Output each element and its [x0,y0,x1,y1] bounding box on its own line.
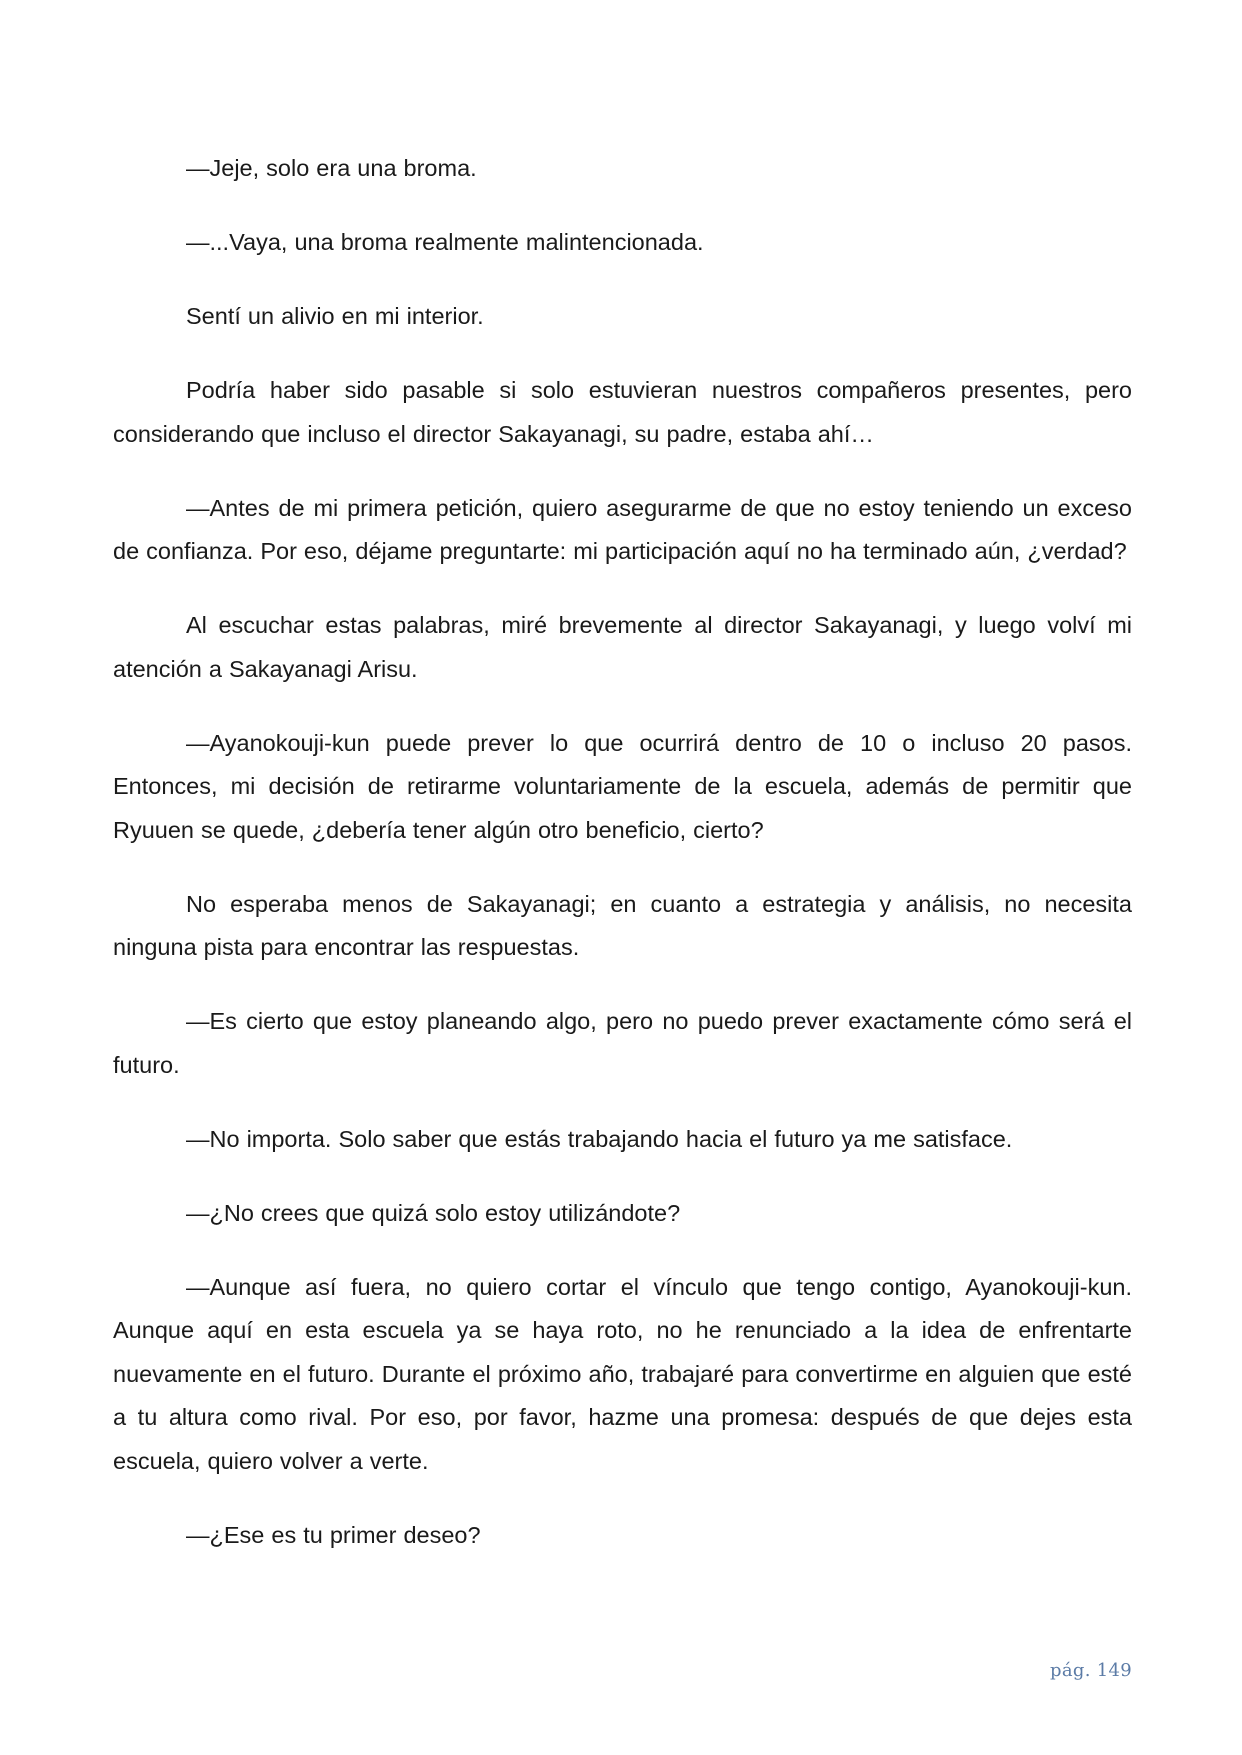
paragraph-8: No esperaba menos de Sakayanagi; en cuanto a estrategia y análisis, no necesita ninguna pista para encontrar las respuestas. [113,890,1132,960]
paragraph-4: Podría haber sido pasable si solo estuvieran nuestros compañeros presentes, pero considerando que incluso el director Sakayanagi, su padre, estaba ahí… [113,377,1132,447]
paragraph-7: —Ayanokouji-kun puede prever lo que ocurrirá dentro de 10 o incluso 20 pasos. Entonces, mi decisión de retirarme voluntariamente de la escuela, además de permitir que Ryuuen se quede, ¿debería tener algún otro beneficio, cierto? [113,729,1132,843]
page-number: pág. 149 [1050,1660,1132,1681]
paragraph-3: Sentí un alivio en mi interior. [186,303,484,329]
paragraph-6: Al escuchar estas palabras, miré brevemente al director Sakayanagi, y luego volví mi atención a Sakayanagi Arisu. [113,612,1132,682]
paragraph-11: —¿No crees que quizá solo estoy utilizándote? [186,1199,681,1226]
paragraph-5: —Antes de mi primera petición, quiero asegurarme de que no estoy teniendo un exceso de confianza. Por eso, déjame preguntarte: mi participación aquí no ha terminado aún, ¿verdad? [113,494,1132,564]
paragraph-12: —Aunque así fuera, no quiero cortar el vínculo que tengo contigo, Ayanokouji-kun. Aunque aquí en esta escuela ya se haya roto, no he renunciado a la idea de enfrentarte nuevamente en el futuro. Durante el próximo año, trabajaré para convertirme en alguien que esté a tu altura como rival. Por eso, por favor, hazme una promesa: después de que dejes esta escuela, quiero volver a verte. [113,1273,1132,1474]
paragraph-1: —Jeje, solo era una broma. [186,155,477,181]
paragraph-10: —No importa. Solo saber que estás trabajando hacia el futuro ya me satisface. [186,1125,1013,1152]
paragraph-2: —...Vaya, una broma realmente malintencionada. [186,229,704,255]
paragraph-13: —¿Ese es tu primer deseo? [186,1521,481,1548]
document-body [113,147,1132,1588]
paragraph-9: —Es cierto que estoy planeando algo, pero no puedo prever exactamente cómo será el futuro. [113,1008,1132,1078]
